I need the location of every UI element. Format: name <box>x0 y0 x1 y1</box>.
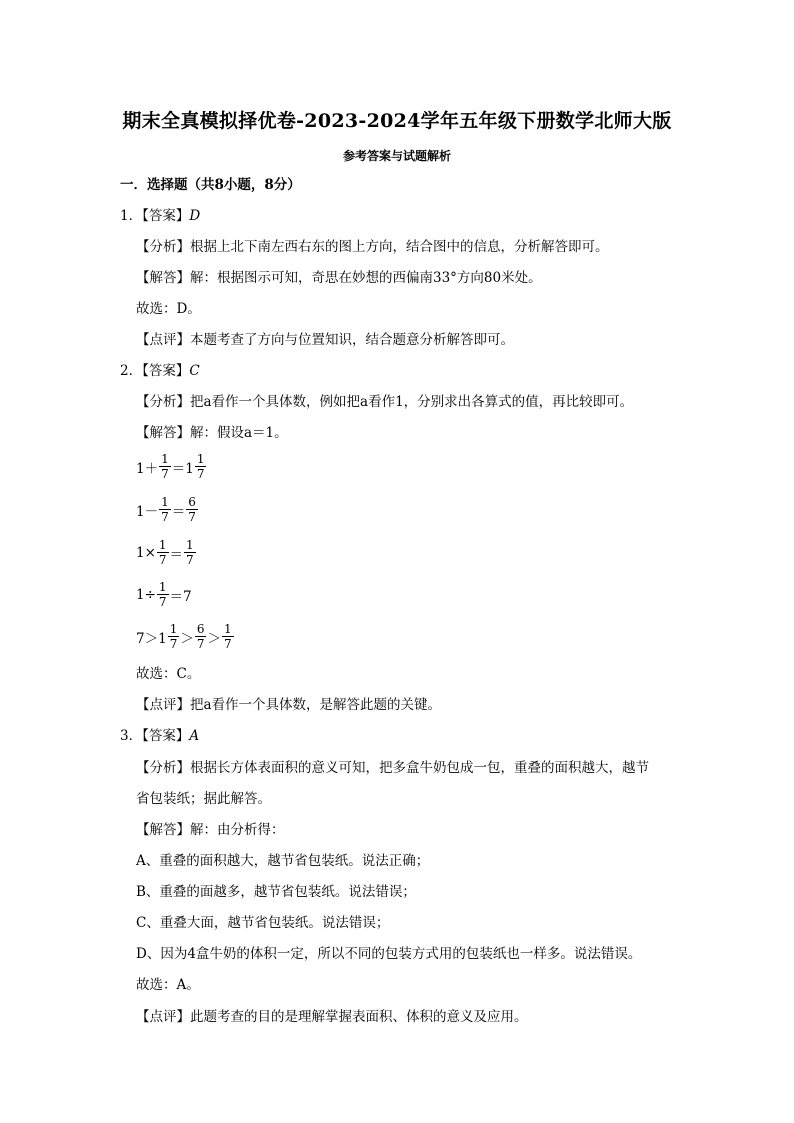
q1-comment: 本题考查了方向与位置知识，结合题意分析解答即可。 <box>190 332 514 348</box>
fraction <box>157 538 169 567</box>
q1-answer-line <box>120 207 200 225</box>
fraction <box>186 495 198 524</box>
q1-solution: 解：根据图示可知，奇思在妙想的西偏南33°方向80米处。 <box>190 270 542 286</box>
fraction <box>184 538 196 567</box>
q3-solution-tag: 【解答】 <box>136 822 190 838</box>
fraction <box>159 452 171 481</box>
q2-answer-line <box>120 362 200 380</box>
q2-number: 2． <box>120 363 143 379</box>
q3-analysis-1: 根据长方体表面积的意义可知，把多盒牛奶包成一包，重叠的面积越大，越节 <box>190 760 649 776</box>
denominator: 7 <box>188 510 196 524</box>
q2-solution-tag: 【解答】 <box>136 425 190 441</box>
page-subtitle: 参考答案与试题解析 <box>342 149 451 163</box>
q3-analysis-tag: 【分析】 <box>136 760 190 776</box>
q3-solution: 解：由分析得： <box>190 822 285 838</box>
eq-text: 1－ <box>136 503 159 520</box>
q1-analysis-tag: 【分析】 <box>136 239 190 255</box>
numerator: 6 <box>188 495 196 509</box>
eq-text: 7＞1 <box>136 630 167 647</box>
q3-comment: 此题考查的目的是理解掌握表面积、体积的意义及应用。 <box>190 1009 528 1025</box>
q3-number: 3． <box>120 728 143 744</box>
q2-equation-4 <box>136 580 192 609</box>
q3-option-a: A、重叠的面积越大，越节省包装纸。说法正确； <box>136 853 430 869</box>
q1-solution-line <box>136 269 542 287</box>
numerator: 1 <box>186 538 194 552</box>
eq-text: ＝7 <box>169 588 192 605</box>
q2-comment-line <box>136 696 441 714</box>
numerator: 6 <box>196 622 205 636</box>
q1-solution-tag: 【解答】 <box>136 270 190 286</box>
q2-analysis-tag: 【分析】 <box>136 394 190 410</box>
eq-text: 1÷ <box>136 586 156 603</box>
q3-analysis-2: 省包装纸；据此解答。 <box>136 791 271 807</box>
numerator: 1 <box>196 452 205 466</box>
eq-text: ＞ <box>207 630 221 647</box>
fraction <box>168 622 180 651</box>
numerator: 1 <box>161 495 169 509</box>
q2-equation-1 <box>136 452 207 481</box>
denominator: 7 <box>223 637 232 651</box>
denominator: 7 <box>196 467 205 481</box>
fraction <box>222 622 234 651</box>
q3-option-c: C、重叠大面，越节省包装纸。说法错误； <box>136 915 390 931</box>
numerator: 1 <box>169 622 178 636</box>
denominator: 7 <box>158 553 167 567</box>
denominator: 7 <box>158 595 167 609</box>
eq-text: ＝ <box>169 546 184 563</box>
q3-choose: 故选：A。 <box>136 977 200 993</box>
q3-answer: A <box>189 728 200 744</box>
eq-text: 1× <box>136 544 156 561</box>
denominator: 7 <box>161 510 169 524</box>
q1-analysis-line <box>136 238 609 256</box>
q2-comment: 把a看作一个具体数，是解答此题的关键。 <box>190 697 442 713</box>
q3-answer-line <box>120 727 199 745</box>
numerator: 1 <box>158 580 167 594</box>
denominator: 7 <box>196 637 205 651</box>
q1-choose: 故选：D。 <box>136 301 201 317</box>
q1-comment-tag: 【点评】 <box>136 332 190 348</box>
eq-text: 1＋ <box>136 460 159 477</box>
fraction <box>159 495 171 524</box>
q1-answer: D <box>189 208 201 224</box>
q2-equation-3 <box>136 538 197 567</box>
q2-analysis: 把a看作一个具体数，例如把a看作1，分别求出各算式的值，再比较即可。 <box>190 394 634 410</box>
q3-comment-tag: 【点评】 <box>136 1009 190 1025</box>
q2-equation-2 <box>136 495 199 524</box>
q1-comment-line <box>136 331 514 349</box>
q3-option-d: D、因为4盒牛奶的体积一定，所以不同的包装方式用的包装纸也一样多。说法错误。 <box>136 946 642 962</box>
q3-answer-tag: 【答案】 <box>142 728 190 744</box>
eq-text: ＝1 <box>171 460 194 477</box>
numerator: 1 <box>223 622 232 636</box>
q2-answer: C <box>189 363 200 379</box>
numerator: 1 <box>158 538 167 552</box>
q2-solution: 解：假设a＝1。 <box>190 425 288 441</box>
section-heading: 一．选择题（共8小题，8分） <box>120 177 301 193</box>
q1-analysis: 根据上北下南左西右东的图上方向，结合图中的信息，分析解答即可。 <box>190 239 609 255</box>
q3-option-b: B、重叠的面越多，越节省包装纸。说法错误； <box>136 884 416 900</box>
eq-text: ＞ <box>180 630 194 647</box>
q1-answer-tag: 【答案】 <box>142 208 190 224</box>
q2-choose: 故选：C。 <box>136 666 201 682</box>
eq-text: ＝ <box>171 503 186 520</box>
q2-solution-line <box>136 424 288 442</box>
fraction <box>195 622 207 651</box>
fraction <box>195 452 207 481</box>
q2-analysis-line <box>136 393 633 411</box>
denominator: 7 <box>169 637 178 651</box>
numerator: 1 <box>161 452 169 466</box>
q3-comment-line <box>136 1008 528 1026</box>
q2-answer-tag: 【答案】 <box>142 363 190 379</box>
q2-comment-tag: 【点评】 <box>136 697 190 713</box>
fraction <box>157 580 169 609</box>
denominator: 7 <box>186 553 194 567</box>
q3-solution-line <box>136 821 285 839</box>
denominator: 7 <box>161 467 169 481</box>
q2-equation-5 <box>136 622 235 651</box>
q1-number: 1． <box>120 208 143 224</box>
page-title: 期末全真模拟择优卷-2023-2024学年五年级下册数学北师大版 <box>122 110 672 132</box>
q3-analysis-line <box>136 759 649 777</box>
